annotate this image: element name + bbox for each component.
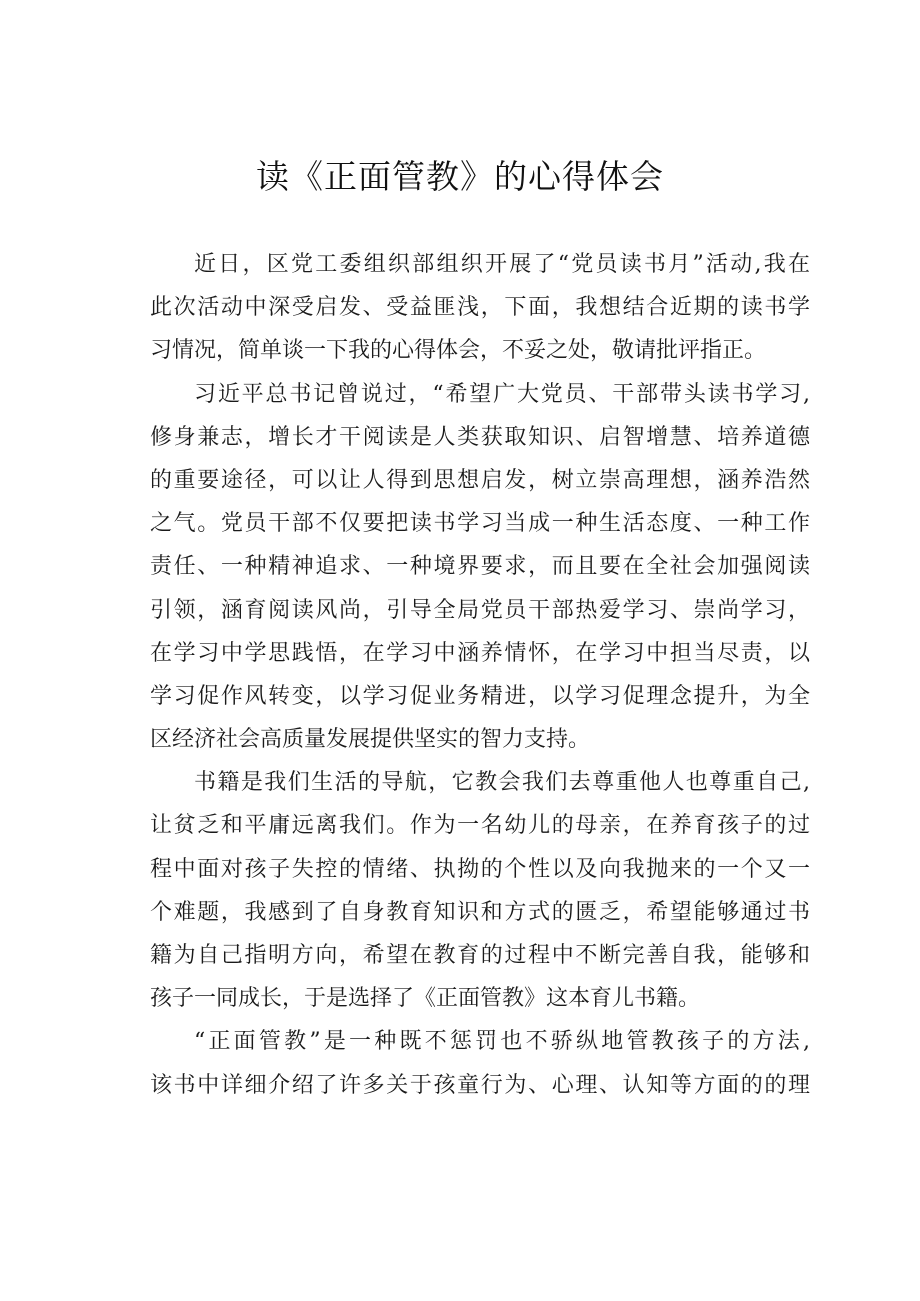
text-line: 引领，涵育阅读风尚，引导全局党员干部热爱学习、崇尚学习， <box>150 597 810 623</box>
text-line: 籍为自己指明方向，希望在教育的过程中不断完善自我，能够和 <box>150 943 810 968</box>
text-line: 近日，区党工委组织部组织开展了“党员读书月”活动,我在 <box>194 252 810 277</box>
paragraph-2 <box>150 373 810 762</box>
paragraph-3 <box>150 761 810 1020</box>
text-line: 书籍是我们生活的导航，它教会我们去尊重他人也尊重自己, <box>194 770 810 796</box>
document-body <box>150 243 810 1107</box>
text-line: 孩子一同成长，于是选择了《正面管教》这本育儿书籍。 <box>150 986 701 1012</box>
text-line: 程中面对孩子失控的情绪、执拗的个性以及向我抛来的一个又一 <box>150 856 810 882</box>
text-line: 责任、一种精神追求、一种境界要求，而且要在全社会加强阅读 <box>150 554 810 580</box>
document-title: 读《正面管教》的心得体会 <box>256 157 664 196</box>
text-line: 的重要途径，可以让人得到思想启发，树立崇高理想，涵养浩然 <box>150 467 810 493</box>
text-line: 区经济社会高质量发展提供坚实的智力支持。 <box>150 727 591 753</box>
paragraph-4 <box>150 1020 810 1106</box>
text-line: 该书中详细介绍了许多关于孩童行为、心理、认知等方面的的理 <box>150 1072 810 1098</box>
paragraph-1 <box>150 243 810 373</box>
text-line: 在学习中学思践悟，在学习中涵养情怀，在学习中担当尽责，以 <box>150 640 810 666</box>
text-line: 个难题，我感到了自身教育知识和方式的匮乏，希望能够通过书 <box>150 899 810 925</box>
text-line: “正面管教”是一种既不惩罚也不骄纵地管教孩子的方法, <box>194 1029 810 1055</box>
text-line: 习情况，简单谈一下我的心得体会，不妥之处，敬请批评指正。 <box>150 338 767 364</box>
text-line: 修身兼志，增长才干阅读是人类获取知识、启智增慧、培养道德 <box>150 424 810 450</box>
text-line: 习近平总书记曾说过，“希望广大党员、干部带头读书学习, <box>194 381 810 407</box>
text-line: 之气。党员干部不仅要把读书学习当成一种生活态度、一种工作 <box>150 511 810 537</box>
text-line: 学习促作风转变，以学习促业务精进，以学习促理念提升，为全 <box>150 683 810 709</box>
text-line: 此次活动中深受启发、受益匪浅，下面，我想结合近期的读书学 <box>150 295 810 321</box>
text-line: 让贫乏和平庸远离我们。作为一名幼儿的母亲，在养育孩子的过 <box>150 813 810 839</box>
